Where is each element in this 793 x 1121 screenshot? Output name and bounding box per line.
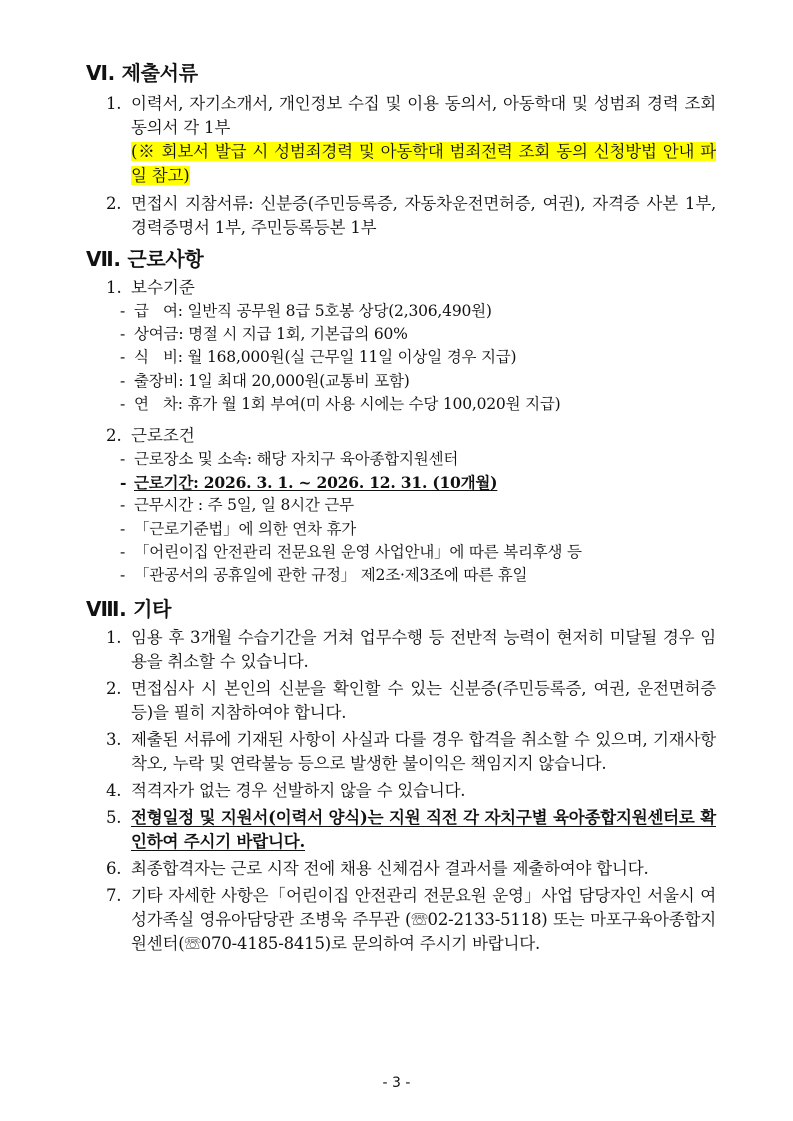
list-item bbox=[86, 192, 716, 240]
item-number: 6. bbox=[106, 859, 122, 878]
item-text: 이력서, 자기소개서, 개인정보 수집 및 이용 동의서, 아동학대 및 성범죄 경력 조회 동의서 각 1부 bbox=[131, 94, 716, 137]
list-item: - 「근로기준법」에 의한 연차 휴가 bbox=[120, 518, 716, 541]
section-other bbox=[86, 596, 716, 956]
list-item bbox=[86, 92, 716, 188]
item-number: 7. bbox=[106, 886, 122, 905]
item-number: 4. bbox=[106, 781, 122, 800]
list-item: - 「어린이집 안전관리 전문요원 운영 사업안내」에 따른 복리후생 등 bbox=[120, 541, 716, 564]
section-title: Ⅷ. 기타 bbox=[86, 597, 172, 621]
list-item: - 「관공서의 공휴일에 관한 규정」 제2조·제3조에 따른 휴일 bbox=[120, 564, 716, 587]
item-text: 면접심사 시 본인의 신분을 확인할 수 있는 신분증(주민등록증, 여권, 운전면허증 등)을 필히 지참하여야 합니다. bbox=[131, 679, 716, 722]
item-number: 1. bbox=[106, 628, 122, 647]
item-text: 적격자가 없는 경우 선발하지 않을 수 있습니다. bbox=[131, 781, 466, 800]
item-number: 2. bbox=[106, 679, 122, 698]
pay-list bbox=[86, 300, 716, 416]
list-item: - 식 비: 월 168,000원(실 근무일 11일 이상일 경우 지급) bbox=[120, 346, 716, 369]
list-item: - 상여금: 명절 시 지급 1회, 기본급의 60% bbox=[120, 323, 716, 346]
subsection-label: 보수기준 bbox=[131, 278, 195, 297]
list-item: - 근로장소 및 소속: 해당 자치구 육아종합지원센터 bbox=[120, 448, 716, 471]
work-period-item: - 근로기간: 2026. 3. 1. ~ 2026. 12. 31. (10개월) bbox=[120, 471, 716, 494]
list-item bbox=[86, 806, 716, 854]
item-number: 2. bbox=[106, 426, 122, 446]
highlighted-note: (※ 회보서 발급 시 성범죄경력 및 아동학대 범죄전력 조회 동의 신청방법 안내 파일 참고) bbox=[131, 142, 716, 185]
subsection-heading bbox=[86, 424, 716, 448]
item-number: 3. bbox=[106, 730, 122, 749]
item-text: 제출된 서류에 기재된 사항이 사실과 다를 경우 합격을 취소할 수 있으며, 기재사항 착오, 누락 및 연락불능 등으로 발생한 불이익은 책임지지 않습니다. bbox=[131, 730, 716, 773]
list-item: - 연 차: 휴가 월 1회 부여(미 사용 시에는 수당 100,020원 지급) bbox=[120, 393, 716, 416]
list-item bbox=[86, 677, 716, 725]
list-item bbox=[86, 779, 716, 803]
item-text: 면접시 지참서류: 신분증(주민등록증, 자동차운전면허증, 여권), 자격증 사본 1부, 경력증명서 1부, 주민등록등본 1부 bbox=[131, 194, 716, 237]
conditions-list bbox=[86, 448, 716, 587]
emphasized-item-text: 전형일정 및 지원서(이력서 양식)는 지원 직전 각 자치구별 육아종합지원센터로 확인하여 주시기 바랍니다. bbox=[131, 808, 716, 851]
page-number: - 3 - bbox=[382, 1075, 411, 1091]
item-number: 5. bbox=[106, 808, 122, 827]
subsection-label: 근로조건 bbox=[131, 426, 195, 446]
list-item bbox=[86, 884, 716, 956]
subsection-heading bbox=[86, 276, 716, 300]
item-text: 기타 자세한 사항은「어린이집 안전관리 전문요원 운영」사업 담당자인 서울시 여성가족실 영유아담당관 조병욱 주무관 (☏02-2133-5118) 또는 마포구육아종합지원센터(☏070-4185-8415)로 문의하여 주시기 바랍니다. bbox=[131, 886, 716, 953]
list-item: - 급 여: 일반직 공무원 8급 5호봉 상당(2,306,490원) bbox=[120, 300, 716, 323]
item-text: 최종합격자는 근로 시작 전에 채용 신체검사 결과서를 제출하여야 합니다. bbox=[131, 859, 649, 878]
item-number: 1. bbox=[106, 94, 122, 113]
section-working-conditions bbox=[86, 246, 716, 587]
section-title: Ⅵ. 제출서류 bbox=[86, 61, 198, 85]
section-title: Ⅶ. 근로사항 bbox=[86, 247, 204, 271]
item-number: 1. bbox=[106, 278, 122, 297]
list-item: - 근무시간 : 주 5일, 일 8시간 근무 bbox=[120, 494, 716, 517]
section-submission-documents bbox=[86, 60, 716, 240]
list-item bbox=[86, 728, 716, 776]
item-number: 2. bbox=[106, 194, 122, 213]
item-text: 임용 후 3개월 수습기간을 거쳐 업무수행 등 전반적 능력이 현저히 미달될 경우 임용을 취소할 수 있습니다. bbox=[131, 628, 716, 671]
list-item bbox=[86, 626, 716, 674]
list-item bbox=[86, 857, 716, 881]
list-item: - 출장비: 1일 최대 20,000원(교통비 포함) bbox=[120, 370, 716, 393]
